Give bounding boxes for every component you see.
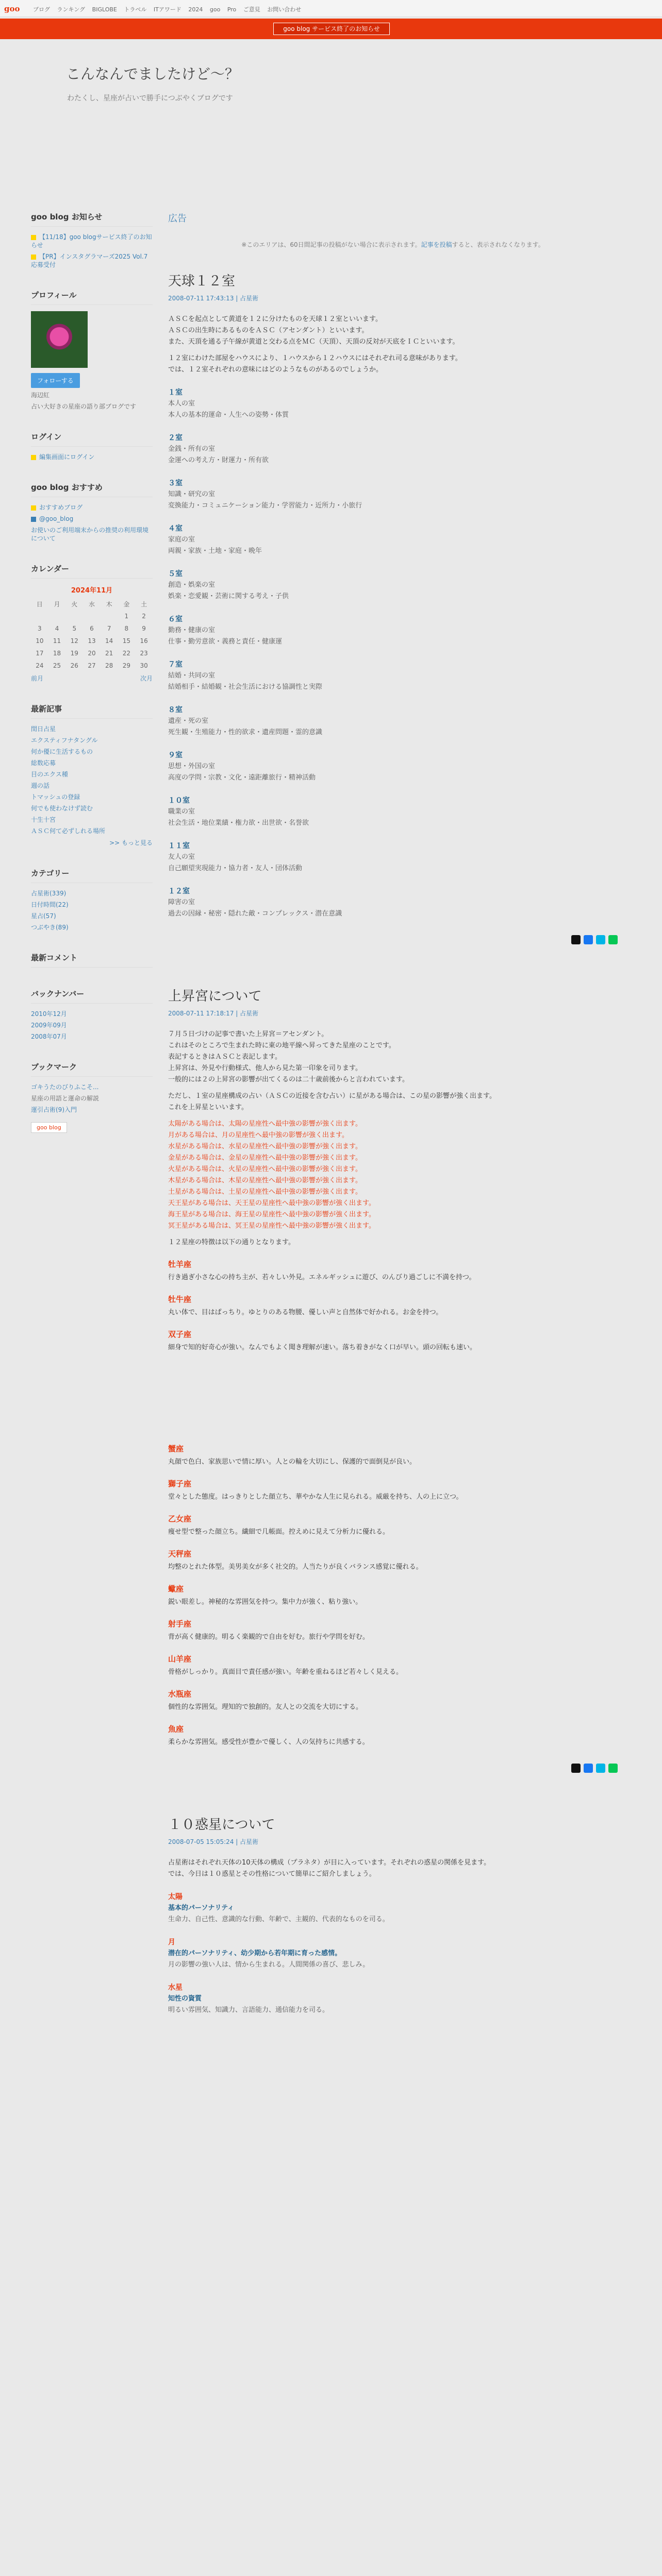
bird-icon [31, 517, 36, 522]
recent-item[interactable]: 目のエクス種 [31, 771, 68, 778]
recent-item[interactable]: エクスティフナタングル [31, 737, 98, 744]
recommend-heading: goo blog おすすめ [31, 482, 153, 497]
paragraph-line: 占星術はそれぞれ天体の10天体の構成（プラネタ）が目に入っています。それぞれの惑星の関係を見ます。 [168, 1859, 491, 1867]
weekday: 木 [106, 600, 112, 608]
recent-heading: 最新記事 [31, 703, 153, 719]
house-entry: ５室 創造・娯楽の室 娯楽・恋愛観・芸術に関する考え・子供 [168, 570, 289, 600]
recommend-section [31, 482, 153, 543]
calendar-day: 22 [122, 650, 130, 657]
calendar-day: 24 [36, 662, 44, 669]
follow-button[interactable]: フォローする [31, 373, 80, 388]
backnumber-heading: バックナンバー [31, 988, 153, 1004]
top-link[interactable]: ランキング [57, 6, 86, 13]
category-section [31, 868, 153, 931]
share-buttons [168, 1764, 618, 1773]
top-link[interactable]: ご意見 [243, 6, 260, 13]
comment-heading: 最新コメント [31, 952, 153, 968]
planet-entry: 水星 知性の資質 明るい雰囲気、知識力、言語能力、通信能力を司る。 [168, 1984, 329, 2014]
category-item[interactable]: 占星術(339) [31, 890, 67, 897]
recent-item[interactable]: 何か優に生活するもの [31, 748, 93, 755]
hatena-share-icon[interactable] [596, 1764, 605, 1773]
ascendant-line: 天王星がある場合は、天王星の星座性へ最中強の影響が強く出ます。 [168, 1199, 375, 1207]
top-link[interactable]: ブログ [33, 6, 50, 13]
calendar-day: 16 [140, 637, 148, 645]
blog-post [168, 986, 618, 1773]
top-link[interactable]: goo [209, 6, 221, 13]
post-body [168, 314, 618, 920]
planet-entry: 太陽 基本的パーソナリティ 生命力、自己性、意識的な行動、年齢で、主観的、代表的なものを司る。 [168, 1893, 389, 1923]
post-meta[interactable]: 2008-07-11 17:43:13 | 占星術 [168, 295, 259, 302]
recent-section [31, 703, 153, 847]
weekday: 月 [54, 600, 60, 608]
house-entry: １室 本人の室 本人の基本的運命・人生への姿勢・体質 [168, 388, 289, 419]
weekday: 水 [88, 600, 95, 608]
goo-blog-badge[interactable]: goo blog [31, 1122, 67, 1133]
sign-entry: 双子座 細身で知的好奇心が強い。なんでもよく聞き理解が速い。落ち着きがなく口が早い。頭の回転も速い。 [168, 1330, 477, 1351]
ascendant-line: 水星がある場合は、水星の星座性へ最中強の影響が強く出ます。 [168, 1143, 362, 1150]
calendar-prev-link[interactable]: 前月 [31, 675, 44, 682]
calendar-day: 14 [105, 637, 113, 645]
news-section [31, 211, 153, 269]
bookmark-item[interactable]: 星座の用語と運命の解説 [31, 1095, 100, 1102]
calendar-day [83, 610, 101, 622]
ascendant-line: 月がある場合は、月の星座性へ最中強の影響が強く出ます。 [168, 1131, 349, 1139]
facebook-share-icon[interactable] [584, 935, 593, 944]
top-bar [0, 0, 662, 17]
service-end-notice-button[interactable]: goo blog サービス終了のお知らせ [273, 23, 390, 35]
calendar-day: 10 [36, 637, 44, 645]
blog-title[interactable]: こんなんでましたけど～？ [66, 65, 240, 82]
news-item[interactable]: 【11/18】goo blogサービス終了のお知らせ [31, 233, 152, 249]
recent-item[interactable]: 週の話 [31, 782, 50, 789]
paragraph-line: 上昇宮は、外見や行動様式、他人から見た第一印象を司ります。 [168, 1064, 362, 1072]
house-entry: ２室 金銭・所有の室 金運への考え方・財運力・所有欲 [168, 434, 269, 464]
login-link[interactable]: 編集画面にログイン [31, 453, 153, 461]
top-link[interactable]: BIGLOBE [92, 6, 117, 13]
calendar-day: 6 [90, 625, 94, 632]
calendar-nav [31, 674, 153, 683]
ad-notice: ※このエリアは、60日間記事の投稿がない場合に表示されます。記事を投稿すると、表示されなくなります。 [241, 241, 544, 248]
house-entry: １０室 職業の室 社会生活・地位業績・権力欲・出世欲・名誉欲 [168, 796, 309, 827]
sign-entry: 天秤座 均整のとれた体型。美男美女が多く社交的。人当たりが良くバランス感覚に優れる。 [168, 1549, 423, 1571]
login-section [31, 431, 153, 461]
paragraph-line: では、１２室それぞれの意味にはどのようなものがあるのでしょうか。 [168, 366, 383, 374]
calendar-day: 26 [70, 662, 78, 669]
calendar-day: 11 [53, 637, 61, 645]
paragraph-line: １２星座の特徴は以下の通りとなります。 [168, 1239, 295, 1246]
paragraph-line: また、天頂を通る子午線が黄道と交わる点をＭＣ（天頂）、天頂の反対が天底をＩＣといいます。 [168, 338, 459, 346]
calendar-day: 21 [105, 650, 113, 657]
calendar-caption: 2024年11月 [71, 587, 113, 595]
calendar-day: 3 [38, 625, 42, 632]
profile-name: 海辺紅 [31, 392, 50, 399]
top-link[interactable]: トラベル [124, 6, 147, 13]
post-body [168, 1029, 618, 1748]
house-entry: １２室 障害の室 過去の因縁・秘密・隠れた敵・コンプレックス・潜在意識 [168, 887, 342, 918]
news-heading: goo blog お知らせ [31, 211, 153, 227]
top-link[interactable]: Pro [227, 6, 237, 13]
calendar-day: 17 [36, 650, 44, 657]
calendar-heading: カレンダー [31, 563, 153, 579]
backnumber-item[interactable]: 2008年07月 [31, 1033, 67, 1040]
ascendant-line: 冥王星がある場合は、冥王星の星座性へ最中強の影響が強く出ます。 [168, 1222, 375, 1230]
share-buttons [168, 935, 618, 944]
paragraph-line: ＡＳＣを起点として黄道を１２に分けたものを天球１２室といいます。 [168, 315, 382, 323]
calendar-day: 8 [124, 625, 129, 632]
sign-entry: 牡羊座 行き過ぎ小さな心の持ち主が、若々しい外見。エネルギッシュに遊び、のんびり過ごしに不満を持つ。 [168, 1260, 476, 1281]
paragraph-line: １２室にわけた部屋をハウスにより、１ハウスから１２ハウスにはそれぞれ司る意味があります。 [168, 354, 462, 362]
planet-entry: 月 潜在的パーソナリティ、幼少期から若年期に育った感情。 月の影響の強い人は、情から生まれる。人間関係の喜び、悲しみ。 [168, 1938, 370, 1969]
house-entry: ９室 思想・外国の室 高度の学問・宗教・文化・遠距離旅行・精神活動 [168, 751, 316, 782]
calendar-day [48, 610, 66, 622]
blog-description: わたくし、星座が占いで勝手につぶやくブログです [67, 94, 233, 103]
login-heading: ログイン [31, 431, 153, 447]
post-title[interactable]: 天球１２室 [168, 274, 236, 289]
paragraph-line: これを上昇星といいます。 [168, 1104, 248, 1111]
post-article-link[interactable]: 記事を投稿 [421, 241, 452, 248]
calendar-day [65, 610, 83, 622]
login-icon [31, 455, 36, 460]
calendar-day: 28 [105, 662, 113, 669]
calendar-day: 9 [142, 625, 146, 632]
calendar-section [31, 563, 153, 683]
calendar-day: 1 [124, 613, 129, 620]
category-item[interactable]: 日付時間(22) [31, 901, 69, 908]
paragraph-line: ただし、１室の星座構成の占い（ＡＳＣの近接を含む占い）に星がある場合は、この星の影響が強く出ます。 [168, 1092, 496, 1100]
x-share-icon[interactable] [571, 1764, 581, 1773]
calendar-day: 30 [140, 662, 148, 669]
main-content [168, 211, 618, 2057]
page-gap [168, 1361, 618, 1433]
sign-entry: 蟹座 丸顔で色白、家族思いで情に厚い。人との輪を大切にし、保護的で面倒見が良い。 [168, 1444, 417, 1466]
recent-item[interactable]: 総数応募 [31, 759, 56, 767]
recent-item[interactable]: ＡＳＣ何て必ずしれる場所 [31, 827, 106, 835]
sign-entry: 乙女座 痩せ型で整った顔立ち。繊細で几帳面。控えめに見えて分析力に優れる。 [168, 1514, 390, 1536]
weekday: 土 [141, 600, 147, 608]
facebook-share-icon[interactable] [584, 1764, 593, 1773]
calendar-day: 13 [88, 637, 96, 645]
bullet-icon [31, 235, 36, 240]
calendar-day: 29 [122, 662, 130, 669]
post-title[interactable]: １０惑星について [168, 1817, 275, 1833]
calendar-day: 2 [142, 613, 146, 620]
ascendant-line: 金星がある場合は、金星の星座性へ最中強の影響が強く出ます。 [168, 1154, 362, 1162]
top-link[interactable]: 2024 [188, 6, 203, 13]
top-links [33, 5, 306, 13]
sign-entry: 牡牛座 丸い体で、目はぱっちり。ゆとりのある物腰、優しい声と自然体で好かれる。お金を持つ。 [168, 1295, 443, 1316]
calendar-day [101, 610, 118, 622]
house-entry: ４室 家庭の室 両親・家族・土地・家庭・晩年 [168, 524, 262, 555]
calendar-day: 23 [140, 650, 148, 657]
calendar-day: 20 [88, 650, 96, 657]
paragraph-line: では、今日は１０惑星とその性格について簡単にご紹介しましょう。 [168, 1870, 376, 1878]
post-meta[interactable]: 2008-07-05 15:05:24 | 占星術 [168, 1838, 259, 1845]
calendar-day: 19 [70, 650, 78, 657]
sign-entry: 射手座 背が高く健康的。明るく楽観的で自由を好む。旅行や学問を好む。 [168, 1619, 370, 1641]
paragraph-line: 一般的には２の上昇宮の影響が出てくるのは二十歳前後からと言われています。 [168, 1076, 409, 1083]
profile-heading: プロフィール [31, 290, 153, 305]
paragraph-line: ＡＳＣの出生時にあるものをＡＳＣ（アセンダント）といいます。 [168, 327, 369, 334]
post-title[interactable]: 上昇宮について [168, 989, 262, 1004]
x-share-icon[interactable] [571, 935, 581, 944]
calendar-day: 15 [122, 637, 130, 645]
bullet-icon [31, 255, 36, 260]
sign-entry: 蠍座 鋭い眼差し。神秘的な雰囲気を持つ。集中力が強く、粘り強い。 [168, 1584, 362, 1606]
recommend-item[interactable]: おすすめブログ [31, 503, 153, 512]
post-body [168, 1857, 618, 2016]
sidebar [31, 211, 153, 1154]
category-item[interactable]: つぶやき(89) [31, 924, 69, 931]
recent-more-link[interactable]: >> もっと見る [109, 839, 153, 846]
sign-entry: 獅子座 堂々とした態度。はっきりとした顔立ち、華やかな人生に見られる。威厳を持ち、人の上に立つ。 [168, 1479, 463, 1501]
weekday: 火 [71, 600, 78, 608]
category-item[interactable]: 星占(57) [31, 912, 56, 920]
star-icon [31, 505, 36, 511]
sign-entry: 水瓶座 個性的な雰囲気。理知的で独創的。友人との交流を大切にする。 [168, 1689, 363, 1711]
recent-item[interactable]: トマッシュの登録 [31, 793, 80, 801]
comment-section [31, 952, 153, 968]
paragraph-line: これはそのところで生まれた時に東の地平線へ昇ってきた星座のことです。 [168, 1042, 395, 1049]
blog-header [0, 39, 662, 158]
category-heading: カテゴリー [31, 868, 153, 883]
bookmark-heading: ブックマーク [31, 1061, 153, 1077]
backnumber-item[interactable]: 2010年12月 [31, 1010, 67, 1018]
ascendant-line: 土星がある場合は、土星の星座性へ最中強の影響が強く出ます。 [168, 1188, 362, 1196]
recent-item[interactable]: 十生十宮 [31, 816, 56, 823]
calendar-day: 12 [70, 637, 78, 645]
profile-section [31, 290, 153, 411]
bookmark-item[interactable]: 運引占術(9)入門 [31, 1106, 77, 1113]
blog-post [168, 270, 618, 944]
calendar-day: 18 [53, 650, 61, 657]
sign-entry: 魚座 柔らかな雰囲気。感受性が豊かで優しく、人の気持ちに共感する。 [168, 1724, 369, 1746]
profile-description: 占い大好きの星座の語り部ブログです [31, 403, 137, 410]
house-entry: ３室 知識・研究の室 変換能力・コミュニケーション能力・学習能力・近所力・小旅行 [168, 479, 362, 510]
calendar-next-link[interactable]: 次月 [140, 675, 153, 682]
sign-entry: 山羊座 骨格がしっかり。真面目で責任感が強い。年齢を重ねるほど若々しく見える。 [168, 1654, 403, 1676]
house-entry: １１室 友人の室 自己願望実現能力・協力者・友人・団体活動 [168, 842, 303, 872]
calendar-day: 4 [55, 625, 59, 632]
ascendant-line: 太陽がある場合は、太陽の星座性へ最中強の影響が強く出ます。 [168, 1120, 362, 1128]
calendar-day: 27 [88, 662, 96, 669]
ascendant-line: 木星がある場合は、木星の星座性へ最中強の影響が強く出ます。 [168, 1177, 362, 1184]
profile-image[interactable] [31, 311, 88, 368]
recommend-item[interactable]: お使いのご利用端末からの推奨の利用環境について [31, 527, 149, 542]
post-meta[interactable]: 2008-07-11 17:18:17 | 占星術 [168, 1010, 259, 1017]
paragraph-line: ７月５日づけの記事で書いた上昇宮＝アセンダント。 [168, 1030, 328, 1038]
recent-item[interactable]: 閏日占星 [31, 725, 56, 733]
bookmark-item[interactable]: ゴキうたのびりふこそ... [31, 1083, 99, 1091]
top-link[interactable]: お問い合わせ [267, 6, 302, 13]
line-share-icon[interactable] [608, 935, 618, 944]
bookmark-section [31, 1061, 153, 1133]
goo-logo[interactable]: goo [4, 4, 20, 13]
top-link[interactable]: ITアワード [153, 6, 181, 13]
house-entry: ６室 勤務・健康の室 仕事・勤労意欲・義務と責任・健康運 [168, 615, 283, 646]
recent-item[interactable]: 何でも使わなけず読む [31, 805, 93, 812]
calendar-day [31, 610, 48, 622]
backnumber-item[interactable]: 2009年09月 [31, 1022, 67, 1029]
ad-label: 広告 [168, 213, 187, 224]
ascendant-line: 火星がある場合は、火星の星座性へ最中強の影響が強く出ます。 [168, 1165, 362, 1173]
paragraph-line: 表記するときはＡＳＣと表記します。 [168, 1053, 282, 1061]
weekday: 日 [36, 600, 43, 608]
calendar-day: 25 [53, 662, 61, 669]
house-entry: ８室 遺産・死の室 死生観・生殖能力・性的欲求・遺産問題・霊的意識 [168, 706, 323, 736]
recommend-item[interactable]: @goo_blog [31, 515, 153, 523]
house-entry: ７室 結婚・共同の室 結婚相手・結婚観・社会生活における協調性と実際 [168, 660, 323, 691]
ascendant-line: 海王星がある場合は、海王星の星座性へ最中強の影響が強く出ます。 [168, 1211, 375, 1218]
backnumber-section [31, 988, 153, 1041]
calendar-table [31, 585, 153, 672]
weekday: 金 [123, 600, 130, 608]
hatena-share-icon[interactable] [596, 935, 605, 944]
calendar-day: 5 [72, 625, 77, 632]
news-item[interactable]: 【PR】インスタグラマーズ2025 Vol.7 応募受付 [31, 253, 148, 268]
line-share-icon[interactable] [608, 1764, 618, 1773]
notice-bar [0, 19, 662, 39]
calendar-day: 7 [107, 625, 111, 632]
blog-post [168, 1814, 618, 2016]
